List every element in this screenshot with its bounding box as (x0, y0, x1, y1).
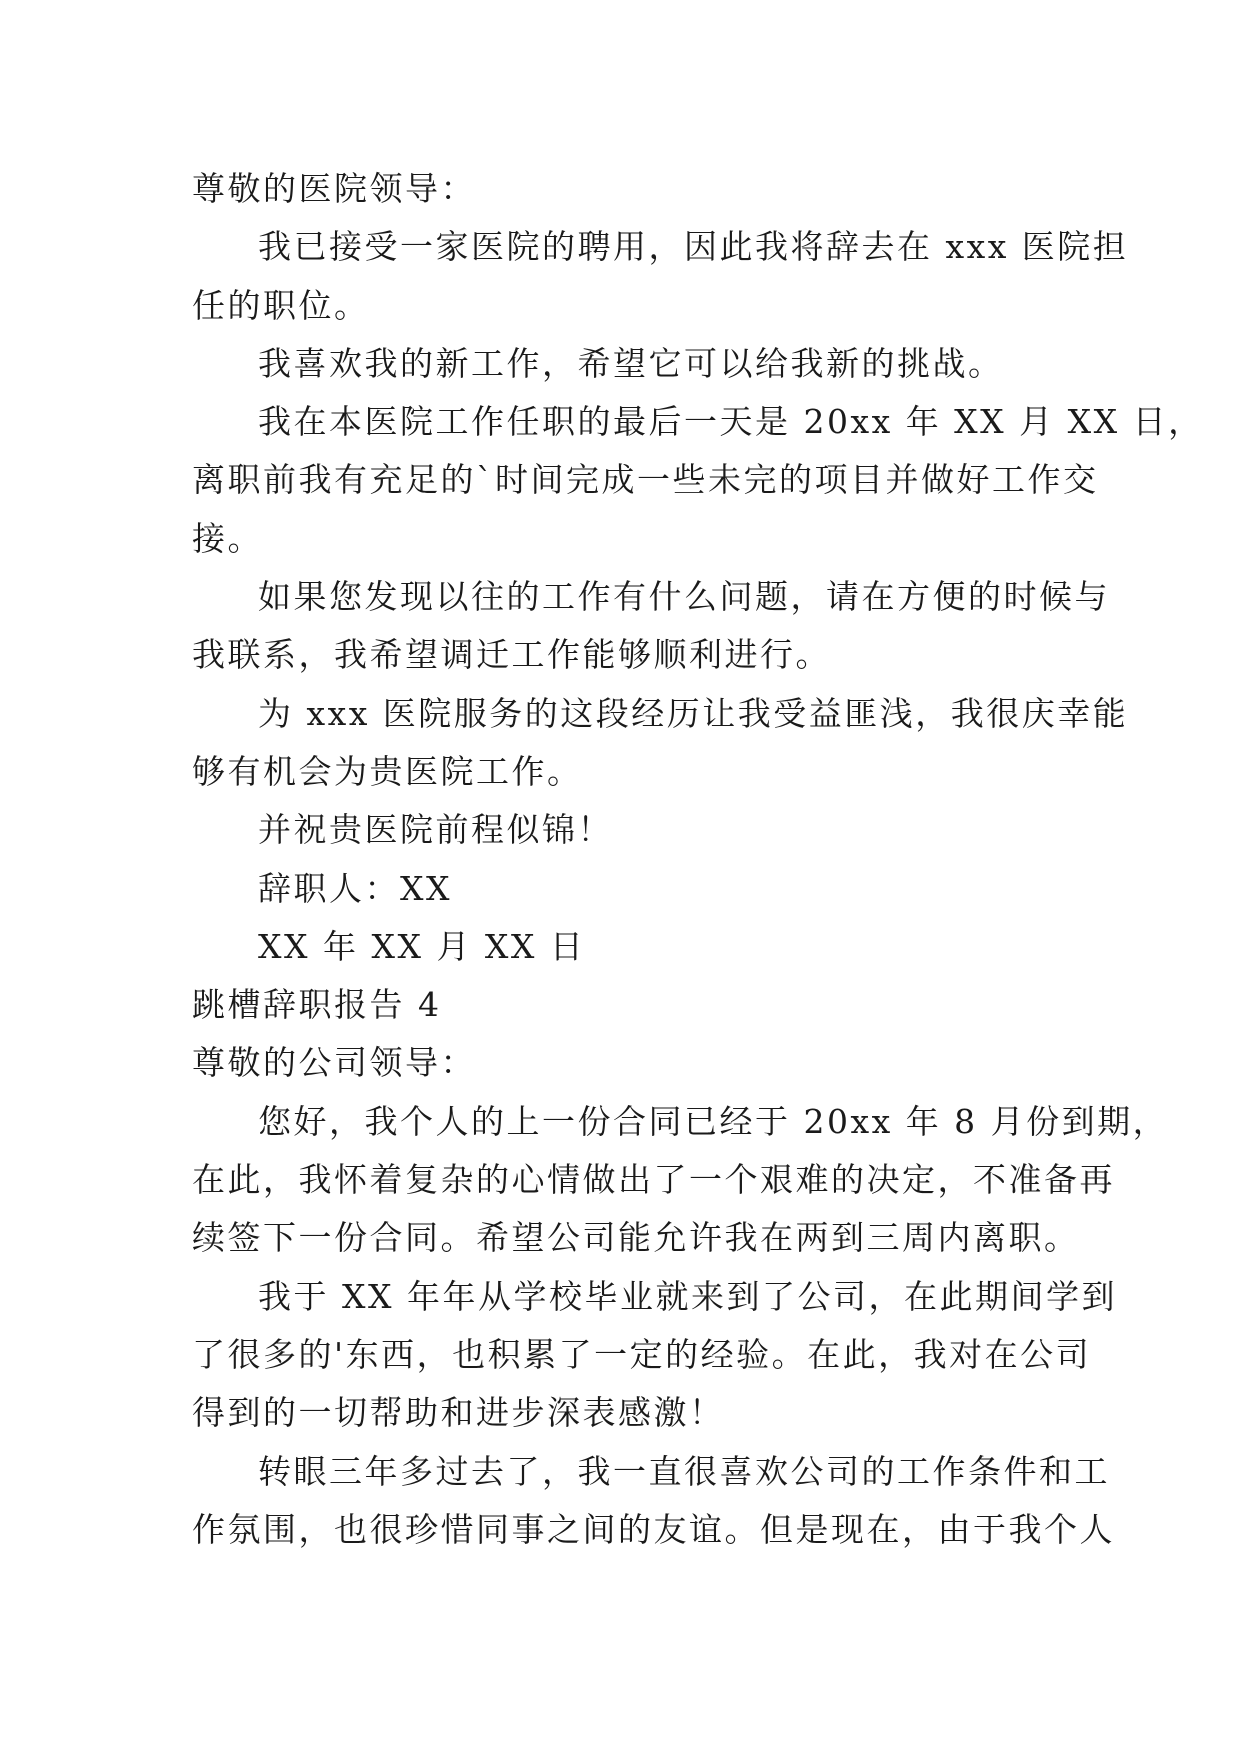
date-line: XX 年 XX 月 XX 日 (258, 926, 586, 966)
signature-line: 辞职人：XX (258, 868, 452, 908)
salutation-company: 尊敬的公司领导： (192, 1043, 476, 1083)
paragraph-line: 您好，我个人的上一份合同已经于 20xx 年 8 月份到期， (258, 1101, 1169, 1141)
paragraph-line: 我在本医院工作任职的最后一天是 20xx 年 XX 月 XX 日， (258, 402, 1204, 442)
paragraph-line: 得到的一切帮助和进步深表感激！ (192, 1393, 725, 1433)
paragraph-line: 作氛围，也很珍惜同事之间的友谊。但是现在，由于我个人 (192, 1509, 1115, 1549)
paragraph-line: 如果您发现以往的工作有什么问题，请在方便的时候与 (258, 577, 1110, 617)
paragraph-line: 为 xxx 医院服务的这段经历让我受益匪浅，我很庆幸能 (258, 693, 1129, 733)
paragraph-line: 了很多的'东西，也积累了一定的经验。在此，我对在公司 (192, 1334, 1092, 1374)
paragraph-line: 我联系，我希望调迁工作能够顺利进行。 (192, 635, 831, 675)
paragraph-line: 续签下一份合同。希望公司能允许我在两到三周内离职。 (192, 1218, 1080, 1258)
paragraph-line: 在此，我怀着复杂的心情做出了一个艰难的决定，不准备再 (192, 1160, 1115, 1200)
paragraph-line: 我喜欢我的新工作，希望它可以给我新的挑战。 (258, 343, 1004, 383)
paragraph-line: 接。 (192, 518, 263, 558)
document-body (192, 160, 1204, 1559)
section-heading: 跳槽辞职报告 4 (192, 985, 442, 1025)
salutation-hospital: 尊敬的医院领导： (192, 169, 476, 208)
paragraph-line: 我已接受一家医院的聘用，因此我将辞去在 xxx 医院担 (258, 227, 1129, 267)
paragraph-line: 够有机会为贵医院工作。 (192, 751, 583, 791)
paragraph-line: 离职前我有充足的`时间完成一些未完的项目并做好工作交 (192, 460, 1099, 500)
paragraph-line: 我于 XX 年年从学校毕业就来到了公司，在此期间学到 (258, 1276, 1117, 1316)
closing-wish: 并祝贵医院前程似锦！ (258, 810, 613, 850)
paragraph-line: 任的职位。 (192, 285, 370, 325)
paragraph-line: 转眼三年多过去了，我一直很喜欢公司的工作条件和工 (258, 1451, 1110, 1491)
